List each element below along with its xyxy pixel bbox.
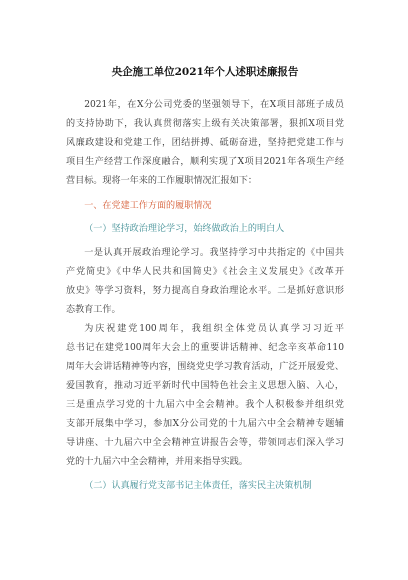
text-line: 周年大会讲话精神等内容，围绕党史学习教育活动，广泛开展爱党、 xyxy=(66,361,344,372)
text-line: 放史》等学习资料，努力提高自身政治理论水平。二是抓好意识形 xyxy=(66,285,344,296)
text-line: 导讲座、十九届六中全会精神宣讲报告会等，带领同志们深入学习 xyxy=(66,437,344,448)
education-paragraph xyxy=(66,320,344,472)
document-body xyxy=(66,62,344,496)
text-line: 营目标。现将一年来的工作履职情况汇报如下： xyxy=(66,175,257,186)
document-title: 央企施工单位2021年个人述职述廉报告 xyxy=(111,66,299,78)
text-line: 2021年，在X分公司党委的坚强领导下，在X项目部班子成员 xyxy=(84,99,344,110)
section-heading-party-building: 一、在党建工作方面的履职情况 xyxy=(84,200,212,211)
text-line: 为庆祝建党100周年，我组织全体党员认真学习习近平 xyxy=(84,323,344,334)
text-line: 产党简史》《中华人民共和国简史》《社会主义发展史》《改革开 xyxy=(66,266,344,277)
subsection-heading-branch-secretary: （二）认真履行党支部书记主体责任，落实民主决策机制 xyxy=(84,480,312,491)
text-line: 的支持协助下，我认真贯彻落实上级有关决策部署，狠抓X项目党 xyxy=(66,118,344,129)
text-line: 一是认真开展政治理论学习。我坚持学习中共指定的《中国共 xyxy=(84,247,344,258)
text-line: 态教育工作。 xyxy=(66,304,121,315)
text-line: 支部开展集中学习，参加X分公司党的十九届六中全会精神专题辅 xyxy=(66,418,344,429)
text-line: 党的十九届六中全会精神，并用来指导实践。 xyxy=(66,456,248,467)
intro-paragraph xyxy=(66,96,344,191)
text-line: 风廉政建设和党建工作，团结拼搏、砥砺奋进，坚持把党建工作与 xyxy=(66,137,344,148)
text-line: 项目生产经营工作深度融合，顺利实现了X项目2021年各项生产经 xyxy=(66,156,344,167)
text-line: 总书记在建党100周年大会上的重要讲话精神、纪念辛亥革命110 xyxy=(66,342,344,353)
subsection-heading-political-study: （一）坚持政治理论学习，始终做政治上的明白人 xyxy=(84,223,285,234)
text-line: 三是重点学习党的十九届六中全会精神。我个人积极参并组织党 xyxy=(66,399,344,410)
text-line: 爱国教育，推动习近平新时代中国特色社会主义思想入脑、入心， xyxy=(66,380,344,391)
political-study-paragraph xyxy=(66,244,344,320)
